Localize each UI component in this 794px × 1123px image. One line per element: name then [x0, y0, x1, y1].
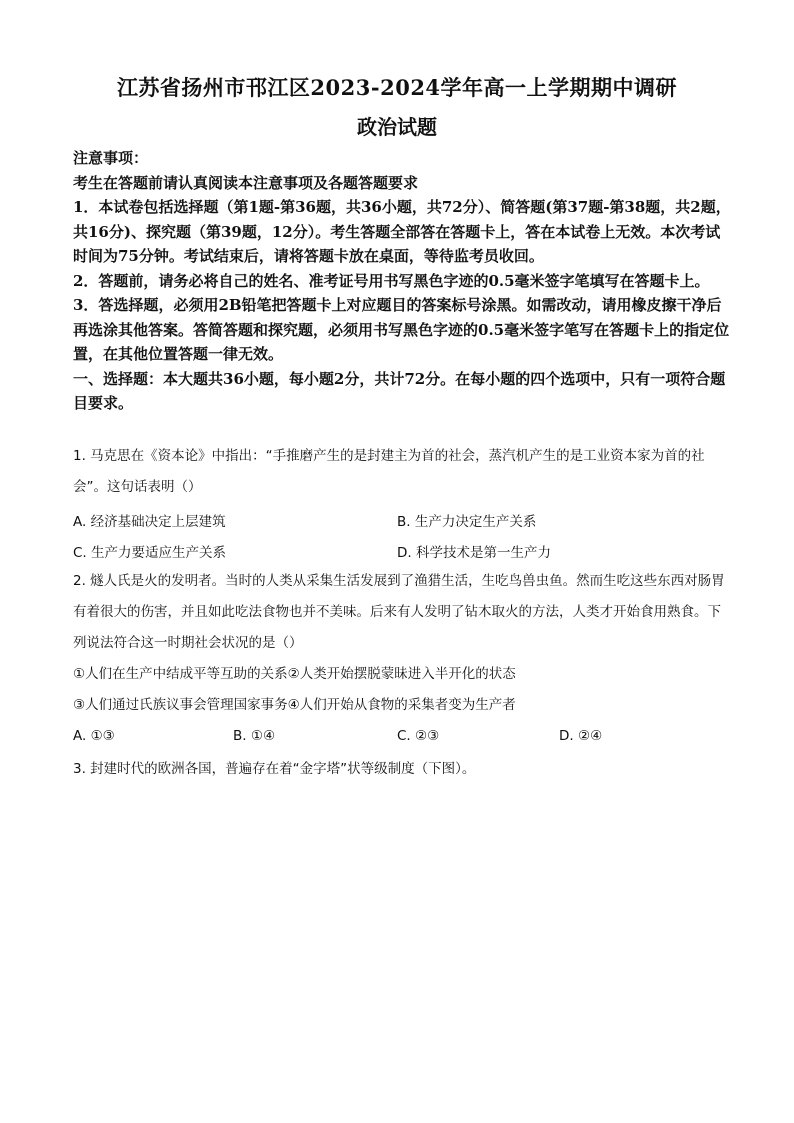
q1-option-c: C. 生产力要适应生产关系: [73, 545, 227, 561]
question-1-options: [73, 510, 733, 572]
notice-item-2: 2．答题前，请务必将自己的姓名、准考证号用书写黑色字迹的0.5毫米签字笔填写在答题卡上。: [73, 271, 710, 290]
q2-option-a: A. ①③: [73, 728, 115, 744]
q1-option-b: B. 生产力决定生产关系: [397, 514, 537, 530]
question-3-text: 3. 封建时代的欧洲各国，普遍存在着“金字塔”状等级制度（下图）。: [73, 761, 476, 777]
question-1-text: 1. 马克思在《资本论》中指出：“手推磨产生的是封建主为首的社会，蒸汽机产生的是工业资本家为首的社会”。这句话表明（）: [73, 448, 705, 495]
notice-heading: 注意事项：: [73, 149, 149, 167]
notice-block: [73, 146, 733, 416]
q2-option-b: B. ①④: [233, 728, 276, 744]
question-2-statements-1: ①人们在生产中结成平等互助的关系②人类开始摆脱蒙昧进入半开化的状态: [73, 666, 516, 682]
question-2-text: 2. 燧人氏是火的发明者。当时的人类从采集生活发展到了渔猎生活，生吃鸟兽虫鱼。然而生吃这些东西对肠胃有着很大的伤害，并且如此吃法食物也并不美味。后来有人发明了钻木取火的方法，人类才开始食用熟食。下列说法符合这一时期社会状况的是（）: [73, 573, 725, 651]
q1-option-d: D. 科学技术是第一生产力: [397, 545, 551, 561]
question-3-stem: [73, 754, 733, 785]
q1-option-a: A. 经济基础决定上层建筑: [73, 514, 226, 530]
q2-option-d: D. ②④: [559, 728, 603, 744]
notice-lead: 考生在答题前请认真阅读本注意事项及各题答题要求: [73, 173, 419, 192]
question-1-stem: [73, 441, 733, 503]
section-heading: 一、选择题：本大题共36小题，每小题2分，共计72分。在每小题的四个选项中，只有一项符合题目要求。: [73, 369, 726, 412]
question-2-options: [73, 728, 733, 752]
exam-title: 江苏省扬州市邗江区2023-2024学年高一上学期期中调研: [116, 75, 678, 100]
q2-option-c: C. ②③: [397, 728, 440, 744]
question-2-stem: [73, 566, 733, 721]
notice-item-3: 3．答选择题，必须用2B铅笔把答题卡上对应题目的答案标号涂黑。如需改动，请用橡皮擦干净后再选涂其他答案。答简答题和探究题，必须用书写黑色字迹的0.5毫米签字笔写在答题卡上的指定位置，在其他位置答题一律无效。: [73, 296, 730, 363]
notice-item-1: 1．本试卷包括选择题（第1题-第36题，共36小题，共72分）、简答题(第37题-第38题，共2题，共16分)、探究题（第39题，12分）。考生答题全部答在答题卡上，答在本试卷上无效。本次考试时间为75分钟。考试结束后，请将答题卡放在桌面，等待监考员收回。: [73, 198, 731, 265]
question-2-statements-2: ③人们通过氏族议事会管理国家事务④人们开始从食物的采集者变为生产者: [73, 697, 516, 713]
exam-subtitle: 政治试题: [357, 115, 437, 139]
